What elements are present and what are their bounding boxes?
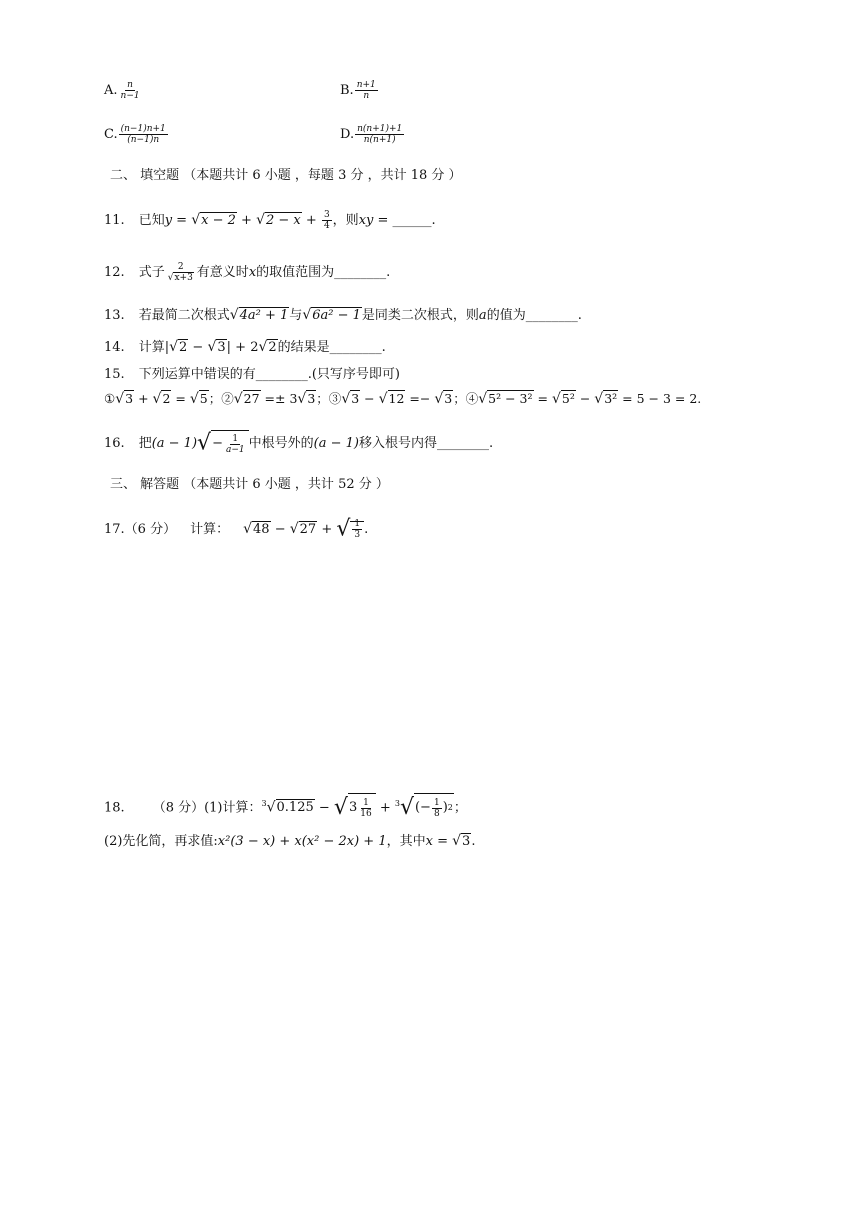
q14-number: 14.: [104, 340, 125, 355]
q11-number: 11.: [104, 213, 125, 228]
q11-answer-blank: ______.: [392, 213, 436, 228]
option-c: [104, 124, 169, 145]
q15-number: 15.: [104, 367, 125, 382]
option-d: [340, 124, 405, 145]
option-a-label: A.: [104, 83, 118, 98]
q16-number: 16.: [104, 436, 125, 451]
section-2-title: 二、 填空题 （本题共计 6 小题 ，每题 3 分 ，共计 18 分 ）: [110, 168, 462, 183]
q16-fraction: $\frac{1}{a-1}$: [225, 433, 245, 455]
option-d-fraction: $\frac{n(n+1)+1}{n(n+1)}$: [357, 124, 403, 145]
q12-number: 12.: [104, 265, 125, 280]
q18-inner-fraction: $\frac{1}{8}$: [433, 797, 440, 819]
option-c-fraction: $\frac{(n-1)n+1}{(n-1)n}$: [120, 124, 166, 145]
question-14: 14. 计算|√2 − √3| + 2√2的结果是________.: [104, 339, 386, 355]
option-b: [340, 80, 379, 101]
option-a-fraction: $\frac{n}{n-1}$: [120, 80, 140, 101]
option-b-fraction: $\frac{n+1}{n}$: [356, 80, 376, 101]
question-18: 18. （8 分）(1)计算：$^3$√0.125 − √ 3 $\frac{1}{16}$ + $^3$√ (− $\frac{1}{8}$ ) 2 ；: [104, 790, 467, 822]
q11-fraction: $\frac{3}{4}$: [323, 210, 330, 231]
section-3-title: 三、 解答题 （本题共计 6 小题 ，共计 52 分 ）: [110, 477, 389, 492]
question-11: 11. 已知y = √x − 2 + √2 − x + $\frac{3}{4}$ ，则xy = ______.: [104, 210, 436, 231]
q18-mixed-fraction: $\frac{1}{16}$: [360, 797, 372, 819]
option-a: [104, 80, 143, 101]
q13-number: 13.: [104, 308, 125, 323]
question-15: 15. 下列运算中错误的有________.(只写序号即可): [104, 367, 400, 382]
q17-fraction: $\frac{1}{3}$: [354, 519, 361, 540]
option-b-label: B.: [340, 83, 354, 98]
question-13: 13. 若最简二次根式√4a² + 1与√6a² − 1是同类二次根式，则a的值为________.: [104, 307, 582, 323]
question-15-items: ①√3 + √2 = √5；②√27 =± 3√3；③√3 − √12 =− √3；④√5² − 3² = √5² − √3² = 5 − 3 = 2.: [104, 391, 702, 407]
q17-number: 17.（6 分）: [104, 522, 177, 537]
question-16: 16. 把(a − 1)√ − $\frac{1}{a-1}$ 中根号外的(a − 1)移入根号内得________.: [104, 430, 494, 456]
question-17: 17.（6 分） 计算： √48 − √27 + √ $\frac{1}{3}$ .: [104, 516, 369, 542]
question-18-part-2: (2)先化简，再求值:x²(3 − x) + x(x² − 2x) + 1，其中x = √3.: [104, 833, 476, 849]
q18-number: 18.: [104, 800, 125, 816]
option-d-label: D.: [340, 127, 355, 142]
q12-fraction: $\frac{2}{√x+3}$: [167, 262, 193, 283]
option-c-label: C.: [104, 127, 118, 142]
question-12: 12. 式子 $\frac{2}{√x+3}$ 有意义时x的取值范围为________.: [104, 262, 391, 283]
